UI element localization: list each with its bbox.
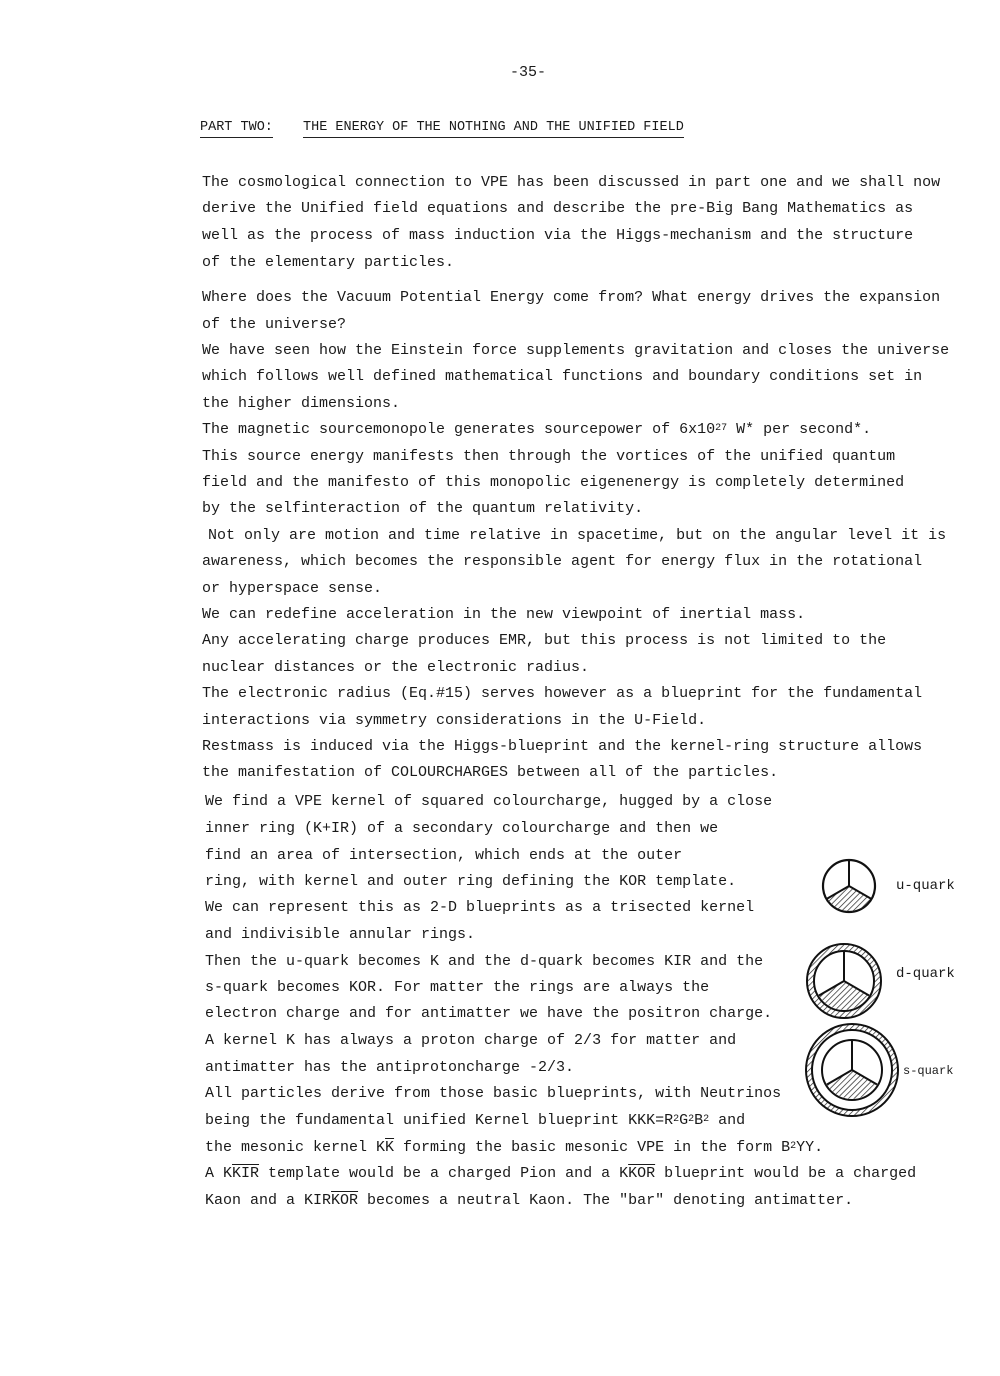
text-fragment: G (679, 1112, 689, 1129)
text-line: The electronic radius (Eq.#15) serves however as a blueprint for the fundamental (202, 685, 923, 702)
text-line: the higher dimensions. (202, 395, 401, 412)
antimatter-bar-text: $\overline{KOR}$ (628, 1165, 656, 1182)
text-fragment: template would be a charged Pion and a K (259, 1165, 629, 1182)
text-line: ring, with kernel and outer ring defining the KOR template. (205, 873, 737, 890)
antimatter-bar-text: $\overline{KIR}$ (232, 1165, 260, 1182)
text-fragment: B (694, 1112, 704, 1129)
text-line: The cosmological connection to VPE has been discussed in part one and we shall now (202, 174, 941, 191)
text-line-mesonic-kernel (205, 1139, 823, 1159)
page-number: -35- (510, 64, 547, 81)
text-line: We have seen how the Einstein force supplements gravitation and closes the universe (202, 342, 950, 359)
text-line: derive the Unified field equations and describe the pre-Big Bang Mathematics as (202, 200, 914, 217)
text-line: by the selfinteraction of the quantum relativity. (202, 500, 644, 517)
text-line: find an area of intersection, which ends at the outer (205, 847, 683, 864)
text-line: We can represent this as 2-D blueprints as a trisected kernel (205, 899, 755, 916)
text-fragment: Kaon and a KIR (205, 1192, 332, 1209)
text-line: interactions via symmetry considerations in the U-Field. (202, 712, 707, 729)
text-line: and indivisible annular rings. (205, 926, 476, 943)
text-fragment: blueprint would be a charged (655, 1165, 917, 1182)
text-fragment: being the fundamental unified Kernel blueprint KKK=R (205, 1112, 674, 1129)
text-line-kaon (205, 1192, 853, 1210)
text-line: well as the process of mass induction via the Higgs-mechanism and the structure (202, 227, 914, 244)
text-line: the manifestation of COLOURCHARGES between all of the particles. (202, 764, 779, 781)
text-line: of the elementary particles. (202, 254, 455, 271)
exponent: 2 (703, 1114, 710, 1125)
text-line: Then the u-quark becomes K and the d-quark becomes KIR and the (205, 953, 764, 970)
text-line: A kernel K has always a proton charge of 2/3 for matter and (205, 1032, 737, 1049)
text-line: Not only are motion and time relative in spacetime, but on the angular level it is (208, 527, 947, 544)
text-line: which follows well defined mathematical functions and boundary conditions set in (202, 368, 923, 385)
text-line: Restmass is induced via the Higgs-blueprint and the kernel-ring structure allows (202, 738, 923, 755)
text-fragment: A K (205, 1165, 233, 1182)
text-fragment: and (709, 1112, 746, 1129)
text-line: Where does the Vacuum Potential Energy come from? What energy drives the expansion (202, 289, 941, 306)
text-line: electron charge and for antimatter we have the positron charge. (205, 1005, 773, 1022)
exponent: 2 (790, 1141, 797, 1152)
text-line: This source energy manifests then through the vortices of the unified quantum (202, 448, 896, 465)
text-line: We find a VPE kernel of squared colourcharge, hugged by a close (205, 793, 773, 810)
u-quark-diagram (818, 855, 880, 917)
s-quark-diagram (802, 1020, 902, 1120)
text-fragment: becomes a neutral Kaon. The "bar" denoting antimatter. (358, 1192, 854, 1209)
text-fragment: The magnetic sourcemonopole generates sourcepower of 6x10 (202, 421, 716, 438)
text-line: inner ring (K+IR) of a secondary colourcharge and then we (205, 820, 719, 837)
text-line: of the universe? (202, 316, 347, 333)
heading-part: PART TWO: (200, 120, 273, 138)
d-quark-diagram (803, 940, 885, 1022)
text-fragment: YY. (796, 1139, 824, 1156)
exponent: 2 (688, 1114, 695, 1125)
text-line: All particles derive from those basic blueprints, with Neutrinos (205, 1085, 782, 1102)
text-line: We can redefine acceleration in the new viewpoint of inertial mass. (202, 606, 806, 623)
text-line: field and the manifesto of this monopolic eigenenergy is completely determined (202, 474, 905, 491)
text-line-sourcepower (202, 421, 871, 441)
text-fragment: W* per second*. (727, 421, 872, 438)
antimatter-bar-text: $\overline{K}$ (385, 1139, 395, 1156)
text-line: s-quark becomes KOR. For matter the rings are always the (205, 979, 710, 996)
text-line-pion (205, 1165, 916, 1183)
text-line: awareness, which becomes the responsible agent for energy flux in the rotational (202, 553, 923, 570)
section-heading (200, 120, 684, 135)
text-line-neutrino-kernel (205, 1112, 745, 1132)
text-line: Any accelerating charge produces EMR, but this process is not limited to the (202, 632, 887, 649)
text-line: antimatter has the antiprotoncharge -2/3. (205, 1059, 575, 1076)
text-line: or hyperspace sense. (202, 580, 383, 597)
text-fragment: the mesonic kernel K (205, 1139, 386, 1156)
text-fragment: forming the basic mesonic VPE in the form B (394, 1139, 791, 1156)
antimatter-bar-text: $\overline{KOR}$ (331, 1192, 359, 1209)
exponent: 2 (673, 1114, 680, 1125)
text-line: nuclear distances or the electronic radius. (202, 659, 590, 676)
u-quark-label: u-quark (896, 878, 955, 894)
exponent: 27 (715, 423, 728, 434)
s-quark-label: s-quark (903, 1064, 954, 1078)
d-quark-label: d-quark (896, 966, 955, 982)
heading-title: THE ENERGY OF THE NOTHING AND THE UNIFIED FIELD (303, 120, 684, 138)
